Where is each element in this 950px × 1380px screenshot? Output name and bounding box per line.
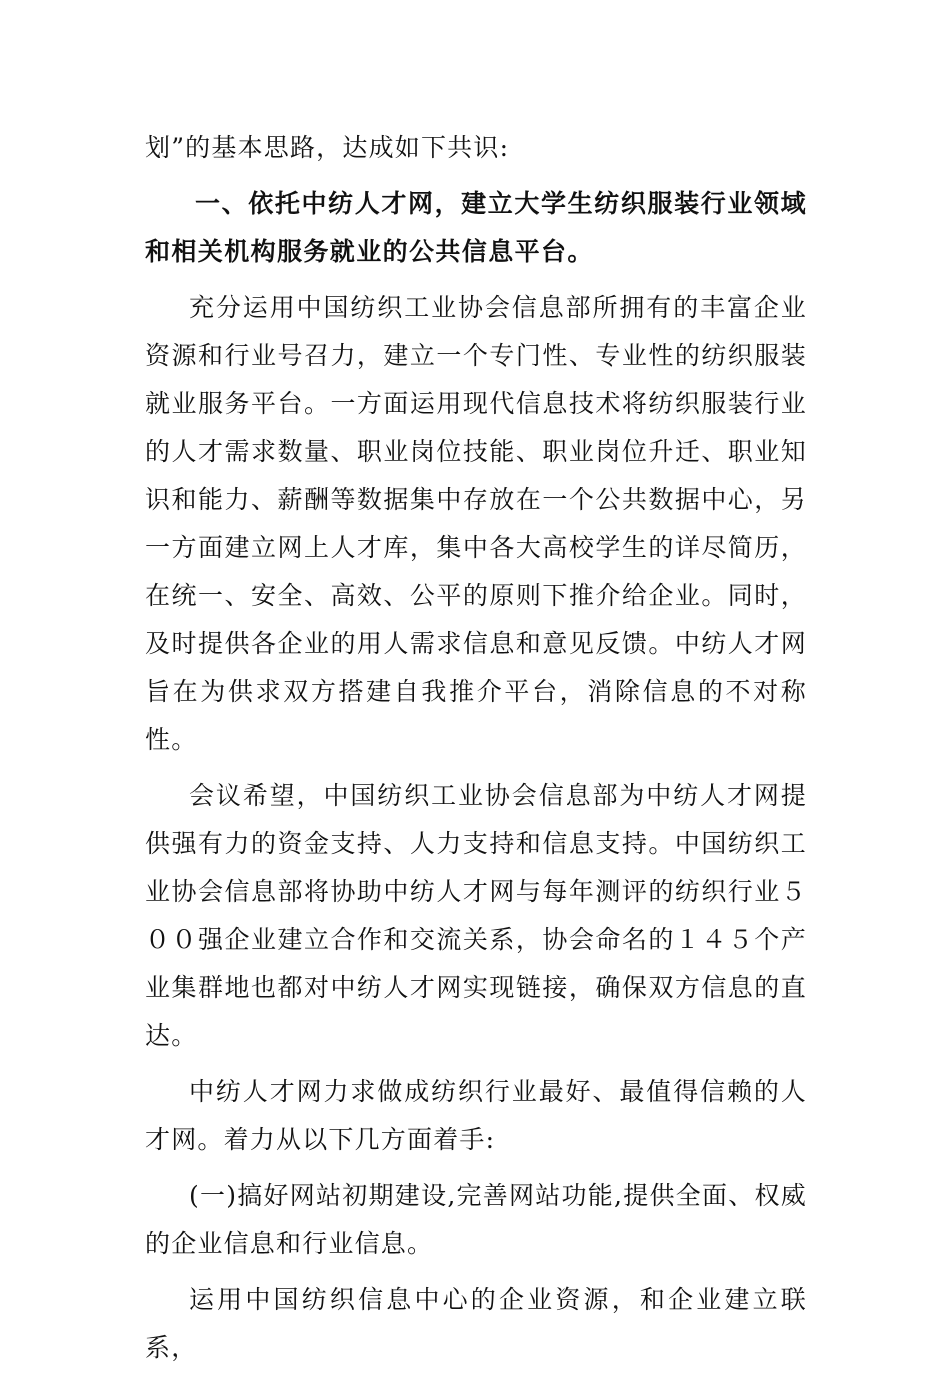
paragraph-continuation: 划”的基本思路，达成如下共识: bbox=[145, 133, 510, 162]
paragraph-platform: 充分运用中国纺织工业协会信息部所拥有的丰富企业资源和行业号召力，建立一个专门性、专业性的纺织服装就业服务平台。一方面运用现代信息技术将纺织服装行业的人才需求数量、职业岗位技能、职业岗位升迁、职业知识和能力、薪酬等数据集中存放在一个公共数据中心，另一方面建立网上人才库，集中各大高校学生的详尽简历，在统一、安全、高效、公平的原则下推介给企业。同时，及时提供各企业的用人需求信息和意见反馈。中纺人才网旨在为供求双方搭建自我推介平台，消除信息的不对称性。 bbox=[145, 293, 807, 754]
paragraph-goal: 中纺人才网力求做成纺织行业最好、最值得信赖的人才网。着力从以下几方面着手: bbox=[145, 1077, 807, 1154]
section-heading-1: 一、依托中纺人才网，建立大学生纺织服装行业领域和相关机构服务就业的公共信息平台。 bbox=[145, 189, 807, 266]
document-body bbox=[145, 124, 807, 1380]
subheading-1: (一)搞好网站初期建设,完善网站功能,提供全面、权威的企业信息和行业信息。 bbox=[145, 1181, 807, 1258]
paragraph-meeting-hope: 会议希望，中国纺织工业协会信息部为中纺人才网提供强有力的资金支持、人力支持和信息支持。中国纺织工业协会信息部将协助中纺人才网与每年测评的纺织行业５００强企业建立合作和交流关系，协会命名的１４５个产业集群地也都对中纺人才网实现链接，确保双方信息的直达。 bbox=[145, 781, 807, 1050]
paragraph-resources: 运用中国纺织信息中心的企业资源，和企业建立联系， bbox=[145, 1285, 807, 1362]
